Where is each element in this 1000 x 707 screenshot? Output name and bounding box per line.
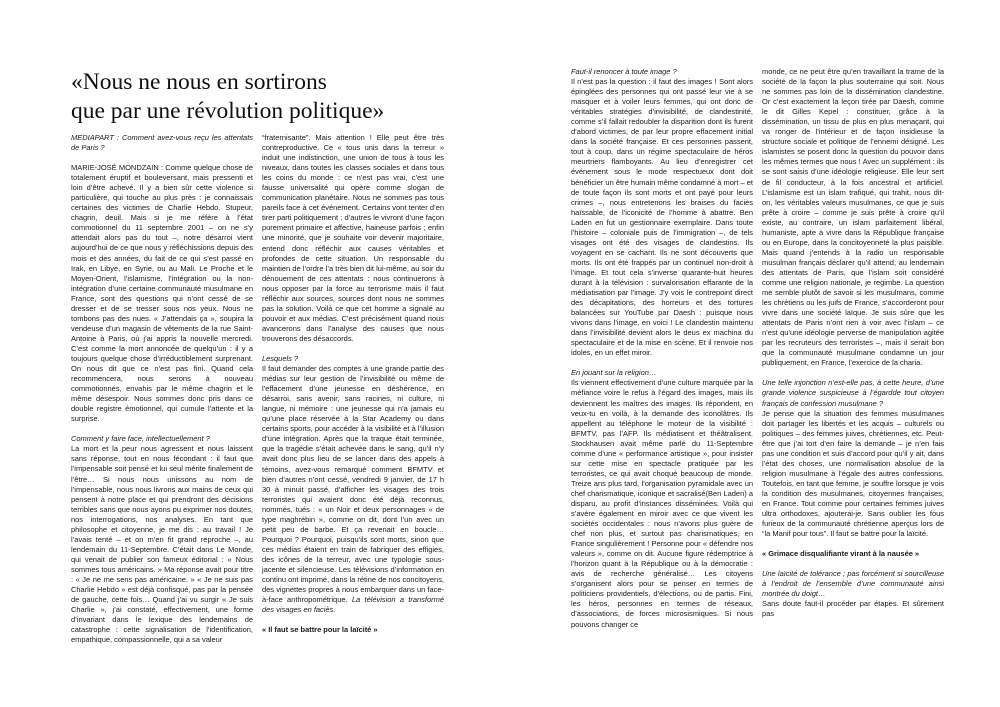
answer-emphasis: La télévision a transformé des visages en faciès. [262, 595, 444, 615]
answer-text: Il faut demander des comptes à une grande partie des médias sur leur gestion de l’invisibilité ou même de l’effacement d’une jeunesse en déshérence, en désarroi, sans avenir, sans racines, ni culture, ni langue, ni mémoire : une jeunesse qui n’a jamais eu qu’une place réservée à la Star Academy ou dans certains sports, pour accéder à la visibilité et à l’illusion d’une intégration. Après que la traque était terminée, que la tragédie s’était achevée dans le sang, qu’il n’y avait donc plus lieu de se lancer dans des appels à témoins, avez-vous remarqué comment BFMTV et bien d’autres n’ont cessé, vendredi 9 janvier, de 17 h 30 à minuit passé, d’afficher les visages des trois terroristes qui avaient donc été déjà reconnus, nommés, tués : « un Noir et deux personnages « de type maghrébin », comme on dit, dont l’un avec un petit peu de barbe. Et ça revenait en boucle… Pourquoi ? Pourquoi, puisqu’ils sont morts, sinon que ces médias étaient en train de fabriquer des effigies, des icônes de la terreur, avec une typologie sous-jacente et silencieuse. Les télévisions d’information en continu ont imprimé, dans la rétine de nos concitoyens, des vignettes propres à nous embarquer dans un face-à-face anthropométrique. [262, 364, 444, 605]
interview-question: Une telle injonction n’est-elle pas, à cette heure, d’une grande violence suspicieuse à l’égardde tout citoyen français de confession musulmane ? [762, 378, 944, 408]
article-title [71, 68, 471, 126]
interview-answer: Il n’est pas la question : il faut des images ! Sont alors épinglées des personnes qui ont passé leur vie à se masquer et à voiler leurs femmes, qui ont donc de véritables stratégies d’invisibilité, de clandestinité, comme s’il fallait redoubler la disparition dont ils furent d’abord victimes, de par leur propre effacement initial dans la société française. Et ces personnes passent, tout à coup, dans un régime spectaculaire de héros meurtriers flamboyants. Au lieu d’enregistrer cet événement sous le mode respectueux dont doit bénéficier un être humain même condamné à mort – et de toute façon ils sont morts et ont payé pour leurs crimes –, nous entretenons les braises du faciès haïssable, de l’iconicité de l’homme à abattre. Ben Laden en fut un gestionnaire exemplaire. Dans toute l’histoire – coloniale puis de l’immigration –, de tels visages ont été des visages de clandestins. Ils voyagent en se cachant. Ils ne sont découverts que morts. Ils ont été frappés par un continuel non-droit à l’image. Et tout cela s’inverse quarante-huit heures durant à la télévision : survalorisation effarante de la médiatisation par l’image. J’y vois le contrepoint direct des décapitations, des horreurs et des tortures balancées sur YouTube par Daesh : puisque nous vivons dans l’image, en voici ! Le clandestin maintenu dans l’invisibilité devient alors le deus ex machina du spectaculaire et de la mise en scène. Et il renvoie nos idoles, en un effet miroir. [571, 77, 753, 358]
interview-answer: “fraternisante”. Mais attention ! Elle peut être très contreproductive. Ce « tous unis dans la terreur » induit une indistinction, une union de tous à tous les niveaux, dans toutes les classes sociales et dans tous les coins du monde : ce n’est pas vrai, c’est une fausse universalité qui opère comme slogan de communication planétaire. Nous ne sommes pas tous pareils face à cet événement. Certains vont tenter d’en tirer parti politiquement ; d’autres le vivront d’une façon purement primaire et affective, haineuse parfois ; enfin une minorité, que je souhaite voir devenir majoritaire, entend donc réfléchir aux causes véritables et profondes de cette situation. Un responsable du maintien de l’ordre l’a très bien dit lui-même, au soir du dénouement de ces attentats : nous continuerons à nous opposer par la force au terrorisme mais il faut réfléchir aux sources, sources dont nous ne sommes pas la solution. Voilà ce que cet homme a signalé au pouvoir et aux médias. C’est précisément quand nous avancerons dans l’analyse des causes que nous trouverons des désaccords. [262, 133, 444, 343]
interview-answer: La mort et la peur nous agressent et nous laissent sans réponse, tout en nous fécondant : il faut que l’impensable soit pensé et lui seul mérite finalement de l’être… Si nous nous unissons au nom de l’impensable, nous nous livrons aux mains de ceux qui pensent à notre place et qui prendront des décisions terribles sans que nous ayons pu exprimer nos doutes, nos interrogations, nos analyses. En tant que philosophe et citoyenne, je me dis : au travail ! Je l’avais tenté – et on m’en fit grand reproche –, au lendemain du 11-Septembre. C’était dans Le Monde, qui venait de publier son fameux éditorial : « Nous sommes tous américains. » Ma réponse avait pour titre : « Je ne me sens pas américaine. » « Je ne suis pas Charlie Hebdo » est déjà confisqué, pas par la pensée de gauche, cette fois… Quand j’ai vu surgir « Je suis Charlie », j’ai constaté, effectivement, une forme d’invariant dans le lexique des lendemains de catastrophe : cette signalisation de l’identification, empathique, compassionnelle, qui a sa valeur [71, 444, 253, 645]
interview-answer: Sans doute faut-il procéder par étapes. Et sûrement pas [762, 599, 944, 619]
interview-answer: Ils viennent effectivement d’une culture marquée par la méfiance voire le refus à l’égard des images, mais ils deviennent les maîtres des images. Ils répondent, en veux-tu en voilà, à la demande des iconolâtres. Ils appellent au téléphone le moteur de la visibilité : BFMTV, pas l’AFP. Ils médiatisent et théâtralisent. Stockhausen avait même parlé du 11-Septembre comme d’une « performance artistique », pour insister sur cette mise en spectacle pratiquée par les terroristes, ce qui avait choqué beaucoup de monde. Treize ans plus tard, l’organisation pyramidale avec un chef charismatique, iconique et sacralisé(Ben Laden) a disparu, au profit d’instances disséminées. Voilà qui s’avère également en miroir avec ce que vivent les sociétés occidentales : nous n’avons plus guère de chef non plus, et surtout pas charismatiques, en France singulièrement ! Personne pour « défendre nos valeurs », comme on dit. Aucune figure rédemptrice à l’horizon quant à la République ou à la démocratie : avis de recherche généralisé… Les citoyens s’organisent alors pour se penser en termes de politiciens providentiels, d’élections, ou de partis. Fini, les héros, personnes en termes de réseaux, d’associations, de forces microsismiques. Si nous pouvons changer ce [571, 378, 753, 629]
section-heading: « Il faut se battre pour la laïcité » [262, 625, 378, 635]
interview-question: Comment y faire face, intellectuellement ? [71, 434, 210, 444]
interview-answer [262, 364, 444, 615]
interview-answer: MARIE-JOSÉ MONDZAIN : Comme quelque chose de totalement éruptif et bouleversant, mais pressenti et loin d’être achevé. Il y a bien sûr cette violence si particulière, qui touche au plus près : je connaissais certaines des victimes de Charlie Hebdo. Stupeur, chagrin, deuil. Mais si je me réfère à l’état commotionnel du 11 septembre 2001 – on ne s’y attendait alors pas du tout –, notre désarroi vient aujourd’hui de ce que nous y réfléchissions depuis des mois et des années, du fait de ce qui s’est passé en Irak, en Libye, en Syrie, ou au Mali. Le Proche et le Moyen-Orient, l’islamisme, l’intégration ou la non-intégration d’une certaine communauté musulmane en France, sont des questions qui n’ont cessé de se dresser et de se tresser sous nos yeux. Nous ne tombons pas des nues. « J’attendais ça », soupira la vendeuse d’un magasin de vêtements de la rue Saint-Antoine à Paris, où j’ai appris la nouvelle mercredi. C’est comme la mort annoncée de quelqu’un : il y a toujours quelque chose d’irréductiblement surprenant. On nous dit que ce n’est pas fini. Quand cela recommencera, nous serons à nouveau commotionnés, envahis par le même chagrin et le même désespoir. Nous sommes donc pris dans ce double registre émotionnel, qui cumule l’attente et la surprise. [71, 163, 253, 424]
interview-answer: Je pense que la situation des femmes musulmanes doit partager les libertés et les acquis – culturels ou politiques – des femmes juives, chrétiennes, etc. Peut-être que j’ai tort d’en faire la demande – je n’en fais pas une condition et suis d’accord pour qu’il y ait, dans l’état des choses, une normalisation absolue de la religion musulmane à l’égale des autres confessions. Toutefois, en tant que femme, je souffre lorsque je vois la condition des musulmanes, citoyennes françaises, en France. Tout comme pour certaines femmes juives ultra orthodoxes, ajouterai-je. Sans oublier les fous furieux de la communauté chrétienne aperçus lors de “la Manif pour tous”. Il faut se battre pour la laïcité. [762, 408, 944, 539]
text-column-1 [71, 133, 253, 655]
title-line-1: «Nous ne nous en sortirons [71, 69, 327, 95]
text-column-3 [571, 67, 753, 640]
interview-answer: monde, ce ne peut être qu’en travaillant la trame de la société de la façon la plus souterraine qui soit. Nous ne sommes pas loin de la dissémination clandestine. Or c’est exactement la leçon tirée par Daesh, comme le dit Gilles Kepel : constituer, grâce à la dissémination, un tissu de plus en plus menaçant, qui va ronger de l’intérieur et de façon insidieuse la structure sociale et politique de l’ennemi désigné. Les islamistes se posent donc la question du pouvoir dans les mêmes termes que nous ! Avec un supplément : ils se sont saisis d’une idéologie religieuse. Elle leur sert de fil conducteur, à la fois ancestral et artificiel. L’islamisme est un islam trafiqué, qui trahit, nous dit-on, les véritables valeurs musulmanes, ce que je suis prête à croire – comme je suis prête à croire qu’il existe, au contraire, un islam parfaitement libéral, humaniste, apte à vivre dans la République française ou en Europe, dans la concitoyenneté la plus paisible. Mais quand j’entends à la radio un responsable musulman français déclarer qu’il attend, au lendemain des attentats de Paris, que l’islam soit considéré comme une religion nationale, je regimbe. La question me semble plutôt de savoir si les musulmans, comme les chrétiens ou les juifs de France, s’accorderont pour vivre dans une société laïque. Je suis sûre que les attentats de Paris n’ont rien à voir avec l’islam – ce n’est qu’une idéologie perverse de manipulation agitée par les recruteurs des terroristes –, mais il serait bon que la communauté musulmane condamne un jour publiquement, en France, l’exercice de la charia. [762, 67, 944, 368]
section-heading: « Grimace disqualifiante virant à la nausée » [762, 549, 920, 559]
text-column-4 [762, 67, 944, 629]
interview-question: Une laïcité de tolérance ; pas forcément si sourcilleuse à l’endroit de l’ensemble d’une communauté ainsi montrée du doigt… [762, 569, 944, 599]
interview-question: Faut-il renoncer à toute image ? [571, 67, 677, 76]
interview-question: En jouant sur la religion… [571, 368, 657, 378]
interview-question: Lesquels ? [262, 353, 299, 363]
interview-question: MEDIAPART : Comment avez-vous reçu les attentats de Paris ? [71, 133, 253, 153]
title-line-2: que par une révolution politique» [71, 98, 385, 124]
text-column-2 [262, 133, 444, 645]
